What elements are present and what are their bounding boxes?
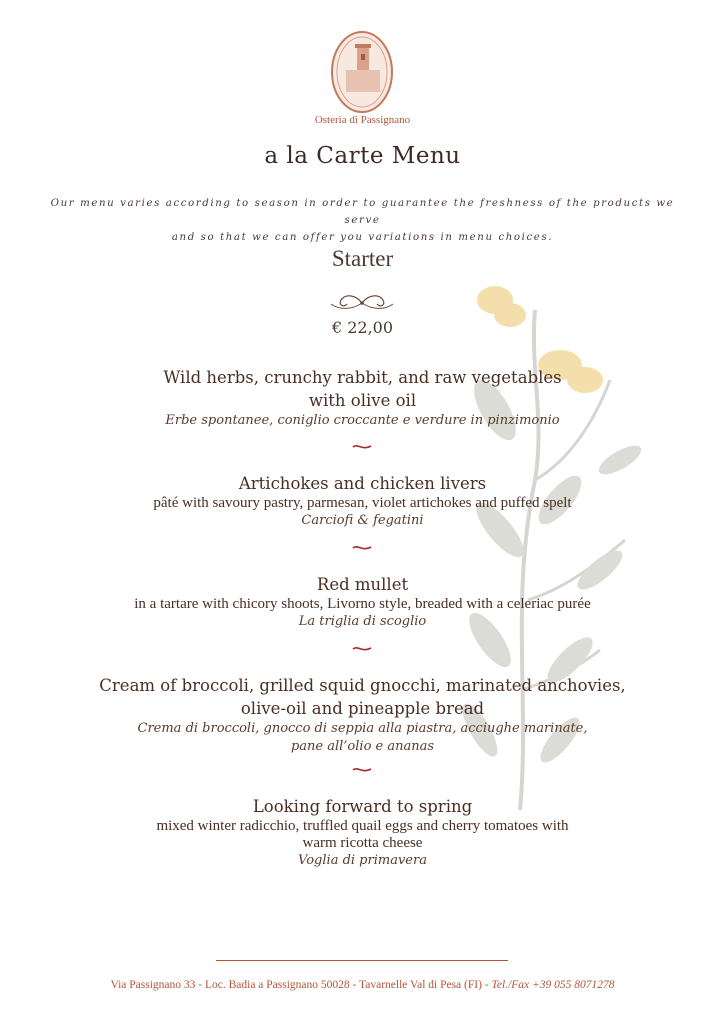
dish-name: Artichokes and chicken livers — [238, 474, 487, 493]
dish-item — [40, 573, 685, 631]
separator-swash — [351, 442, 373, 452]
separator-swash — [351, 765, 373, 775]
separator-swash — [351, 644, 373, 654]
dish-description: pâté with savoury pastry, parmesan, violet artichokes and puffed spelt — [153, 495, 572, 511]
dish-item — [40, 472, 685, 530]
footer-contact — [0, 979, 725, 991]
dish-italian-name: Erbe spontanee, coniglio croccante e verdure in pinzimonio — [165, 413, 560, 428]
menu-intro: Our menu varies according to season in order to guarantee the freshness of the products we serve and so that we can offer you variations in menu choices. — [50, 198, 675, 243]
footer-address: Via Passignano 33 - Loc. Badia a Passignano 50028 - Tavarnelle Val di Pesa (FI) - — [110, 979, 492, 991]
dish-name: Red mullet — [316, 575, 409, 594]
dish-description: in a tartare with chicory shoots, Livorno style, breaded with a celeriac purée — [134, 596, 591, 612]
dish-item — [40, 366, 685, 430]
section-heading: Starter — [331, 246, 394, 271]
flourish-ornament — [327, 292, 397, 314]
footer-phone: Tel./Fax +39 055 8071278 — [491, 979, 615, 991]
footer-divider — [216, 960, 508, 961]
dish-italian-name: La triglia di scoglio — [298, 614, 427, 629]
dish-name: Wild herbs, crunchy rabbit, and raw vegetables with olive oil — [163, 368, 562, 410]
dish-name: Cream of broccoli, grilled squid gnocchi, marinated anchovies, olive-oil and pineapple bread — [99, 676, 626, 718]
separator-swash — [351, 543, 373, 553]
dish-description: mixed winter radicchio, truffled quail eggs and cherry tomatoes with warm ricotta cheese — [156, 818, 569, 851]
brand-name: Osteria di Passignano — [314, 114, 411, 126]
menu-price: € 22,00 — [331, 318, 394, 337]
dish-italian-name: Crema di broccoli, gnocco di seppia alla piastra, acciughe marinate, pane all’olio e ananas — [137, 721, 588, 754]
osteria-logo — [330, 30, 394, 114]
dish-italian-name: Carciofi & fegatini — [301, 513, 424, 528]
dish-item — [40, 795, 685, 870]
dish-italian-name: Voglia di primavera — [298, 853, 427, 868]
dish-name: Looking forward to spring — [252, 797, 473, 816]
dish-item — [20, 674, 705, 756]
menu-title: a la Carte Menu — [264, 143, 461, 169]
